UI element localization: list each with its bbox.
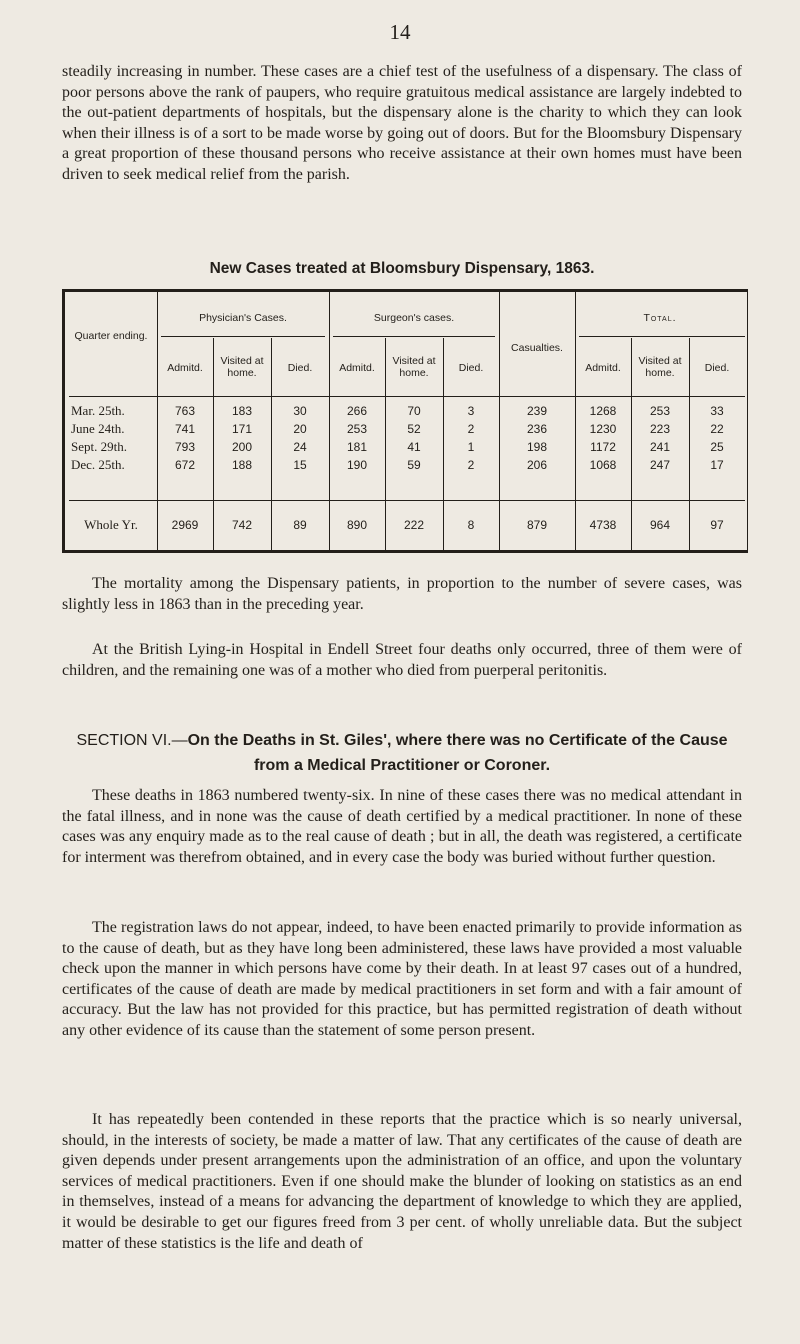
table-title: New Cases treated at Bloomsbury Dispensary, 1863. [209,260,595,277]
cell: 22 [710,422,724,436]
cell: 33 [710,404,724,418]
cell: 879 [526,518,548,532]
cell: 890 [346,518,368,532]
intro-paragraph: steadily increasing in number. These cases are a chief test of the usefulness of a dispensary. The class of poor persons above the rank of paupers, who require gratuitous medical assistance are largely indebted to the out-patient departments of hospitals, but the dispensary alone is the charity to which they can look when their illness is of a sort to be made worse by going out of doors. But for the Bloomsbury Dispensary a great proportion of these thousand persons who receive assistance at their own homes must have been driven to seek medical relief from the parish. [62,63,742,183]
physician-admitd-header: Admitd. [167,362,203,374]
cell: 2 [467,422,475,436]
cell: 742 [231,518,253,532]
cell: 41 [407,440,421,454]
cell: 171 [231,422,253,436]
cell: 741 [174,422,196,436]
contended-paragraph: It has repeatedly been contended in these reports that the practice which is so nearly universal, should, in the interests of society, be made a matter of law. That any certificates of the cause of death are given depends under present arrangements upon the administration of an office, and upon the voluntary services of medical practitioners. Even if one should make the blunder of looking on statistics as an end in themselves, instead of a means for advancing the department of knowledge to which they are applied, it would be desirable to get our figures freed from 3 per cent. of wholly unreliable data. But the subject matter of these statistics is the life and death of [62,1111,742,1252]
cell: 190 [346,458,368,472]
group-underline [333,336,495,337]
page-number: 14 [389,20,411,44]
section-heading-lead: SECTION VI.— [76,732,188,749]
group-underline [579,336,745,337]
cell: 1172 [590,440,616,454]
physician-header: Physician's Cases. [199,312,287,324]
surgeon-admitd-header: Admitd. [339,362,375,374]
cell: 1068 [589,458,617,472]
total-header: Total. [643,312,677,324]
row-label: Dec. 25th. [71,457,125,472]
cell: 24 [293,440,307,454]
cell: 253 [346,422,368,436]
deaths-paragraph: These deaths in 1863 numbered twenty-six. In nine of these cases there was no medical attendant in the fatal illness, and in none was the cause of death certified by a medical practitioner. In none of these cases was any enquiry made as to the real cause of death ; but in all, the death was registered, a certificate for interment was therefrom obtained, and in every case the body was buried without further question. [62,787,742,866]
cases-table [62,289,748,553]
section-heading-title: On the Deaths in St. Giles', where there was no Certificate of the Cause from a Medical Practitioner or Coroner. [187,732,728,774]
cell: 89 [293,518,307,532]
physician-died-header: Died. [287,362,313,374]
surgeon-visited-header: Visited at home. [392,355,436,379]
cell: 59 [407,458,421,472]
row-label: June 24th. [71,421,125,436]
total-admitd-header: Admitd. [585,362,621,374]
total-rule [69,500,745,501]
cell: 266 [346,404,368,418]
cell: 188 [231,458,253,472]
cell: 15 [293,458,307,472]
cell: 52 [407,422,421,436]
cell: 241 [649,440,671,454]
surgeon-header: Surgeon's cases. [373,312,455,324]
cell: 8 [467,518,475,532]
surgeon-died-header: Died. [458,362,484,374]
cell: 223 [649,422,671,436]
cell: 17 [710,458,724,472]
total-died-header: Died. [704,362,730,374]
cell: 183 [231,404,253,418]
lying-in-paragraph: At the British Lying-in Hospital in Endell Street four deaths only occurred, three of them were of children, and the remaining one was of a mother who died from puerperal peritonitis. [62,641,742,679]
cell: 763 [174,404,196,418]
row-label: Mar. 25th. [71,403,125,418]
cell: 200 [231,440,253,454]
cell: 1230 [589,422,617,436]
cell: 964 [649,518,671,532]
cell: 70 [407,404,421,418]
casualties-header: Casualties. [511,342,563,354]
header-rule [69,396,745,397]
cell: 1268 [589,404,617,418]
cell: 206 [526,458,548,472]
cell: 2969 [171,518,199,532]
group-underline [161,336,325,337]
cell: 247 [649,458,671,472]
cell: 239 [526,404,548,418]
cell: 30 [293,404,307,418]
cell: 672 [174,458,196,472]
physician-visited-header: Visited at home. [220,355,264,379]
cell: 253 [649,404,671,418]
total-visited-header: Visited at home. [638,355,682,379]
row-label: Sept. 29th. [71,439,127,454]
section-heading [62,728,742,778]
cell: 25 [710,440,724,454]
mortality-paragraph: The mortality among the Dispensary patients, in proportion to the number of severe cases, was slightly less in 1863 than in the preceding year. [62,575,742,613]
cell: 222 [403,518,425,532]
cell: 793 [174,440,196,454]
cell: 4738 [589,518,617,532]
registration-paragraph: The registration laws do not appear, indeed, to have been enacted primarily to provide information as to the cause of death, but as they have long been administered, these laws have provided a most valuable check upon the manner in which persons have come by their death. In at least 97 cases out of a hundred, certificates of the cause of death are made by medical practitioners in set form and with a fair amount of accuracy. But the law has not provided for this practice, but has permitted registration of death without any other evidence of its cause than the statement of some person present. [62,919,742,1039]
cell: 1 [467,440,475,454]
row-label: Whole Yr. [84,517,138,532]
cell: 2 [467,458,475,472]
cell: 198 [526,440,548,454]
cell: 20 [293,422,307,436]
cell: 181 [346,440,368,454]
cell: 236 [526,422,548,436]
cell: 97 [710,518,724,532]
quarter-header: Quarter ending. [74,330,148,342]
cell: 3 [467,404,475,418]
